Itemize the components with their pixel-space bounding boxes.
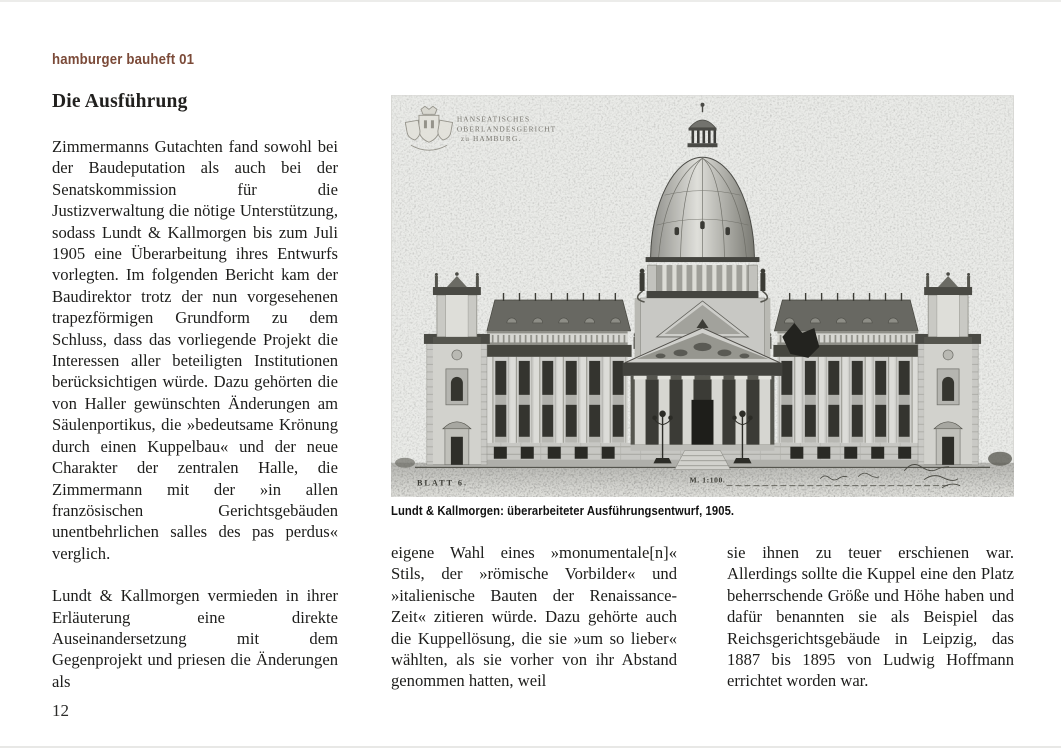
entrance-door bbox=[692, 400, 714, 445]
text-column-middle bbox=[391, 542, 677, 692]
figure-architectural-drawing bbox=[391, 95, 1014, 497]
paragraph: eigene Wahl eines »monumentale[n]« Stils, der »römische Vorbilder« und »italienische Bauten der Renaissance-Zeit« zitieren würde. Dazu gehörte auch die Kuppellösung, die sie »um so lieber« wählten, als sie vorher von ihr Abstand genommen hatten, weil bbox=[391, 543, 677, 691]
paragraph: Lundt & Kallmorgen vermieden in ihrer Erläuterung eine direkte Auseinandersetzung mit dem Gegenprojekt und priesen die Änderungen als bbox=[52, 586, 338, 691]
building-right-wing bbox=[766, 272, 981, 464]
building-left-wing bbox=[424, 272, 639, 464]
figure-image bbox=[391, 95, 1014, 497]
page-edge-top bbox=[0, 0, 1061, 2]
stamp-line-2: OBERLANDESGERICHT bbox=[456, 124, 557, 134]
scale-label: M. 1:100. bbox=[689, 475, 726, 485]
text-column-right bbox=[727, 542, 1014, 692]
stamp-line-3: zu HAMBURG. bbox=[460, 134, 522, 144]
entrance-steps bbox=[675, 451, 731, 470]
sheet-number-label: BLATT 6. bbox=[416, 478, 469, 488]
stamp-line-1: HANSEATISCHES bbox=[456, 114, 531, 124]
section-heading: Die Ausführung bbox=[52, 91, 188, 112]
paragraph: Zimmermanns Gutachten fand sowohl bei der Baudeputation als auch bei der Senatskommission für die Justizverwaltung die nötige Unterstützung, sodass Lundt & Kallmorgen bis zum Juli 1905 eine Überarbeitung ihres Entwurfs vorlegten. Im folgenden Bericht kam der Baudirektor trotz der nun vorgesehenen trapezförmigen Grundform zu dem Schluss, dass das vorliegende Projekt die Interessen aller beteiligten Institutionen berücksichtigen würde. Dazu gehörten die von Haller gewünschten Änderungen am Säulenportikus, die »bedeutsame Krönung durch einen Kuppelbau« und der neue Charakter der zentralen Halle, die Zimmermann mit der »in allen französischen Gerichtsgebäuden unentbehrlichen salles des pas perdus« verglich. bbox=[52, 137, 338, 563]
paragraph: sie ihnen zu teuer erschienen war. Allerdings sollte die Kuppel eine den Platz beherrschende Größe und Höhe haben und dafür benannten sie als Beispiel das Reichsgerichtsgebäude in Leipzig, das 1887 bis 1895 von Ludwig Hoffmann errichtet worden war. bbox=[727, 543, 1014, 691]
page-number: 12 bbox=[52, 701, 69, 720]
text-column-left bbox=[52, 136, 338, 692]
running-header: hamburger bauheft 01 bbox=[52, 51, 195, 68]
figure-caption: Lundt & Kallmorgen: überarbeiteter Ausführungsentwurf, 1905. bbox=[391, 504, 735, 518]
